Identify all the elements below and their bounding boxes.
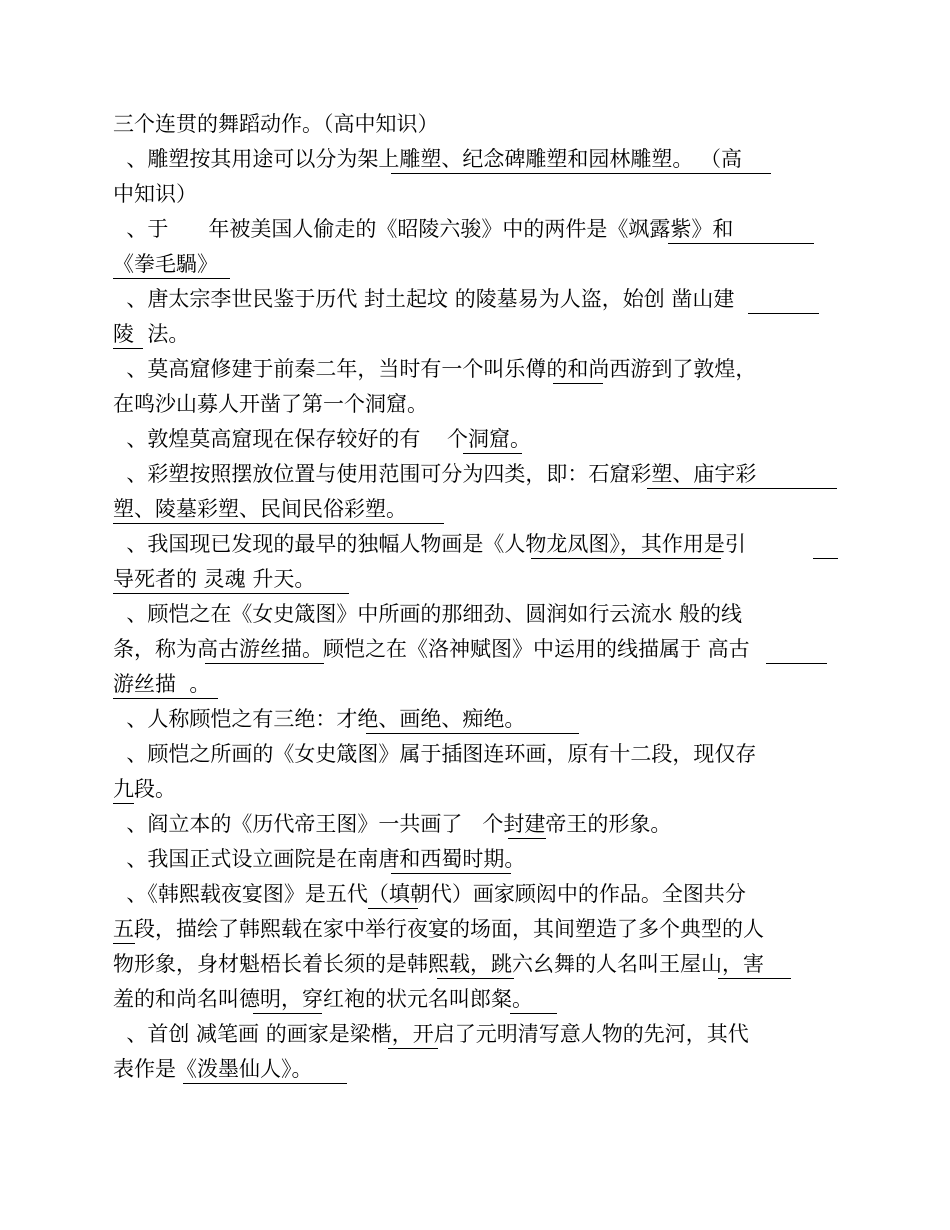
answer-underline [368,908,418,909]
text-line: 塑、陵墓彩塑、民间民俗彩塑。 [113,497,407,521]
answer-underline [766,663,827,664]
answer-underline [508,838,546,839]
text-line: 在鸣沙山募人开凿了第一个洞窟。 [113,392,428,416]
text-line: 物形象，身材魁梧长着长须的是韩熙载，跳六幺舞的人名叫王屋山，害 [113,952,764,976]
text-line: 五段，描绘了韩熙载在家中举行夜宴的场面，其间塑造了多个典型的人 [113,917,764,941]
text-line: 、我国现已发现的最早的独幅人物画是《人物龙凤图》，其作用是引 [113,532,746,556]
text-line: 表作是《泼墨仙人》。 [113,1057,313,1081]
text-line: 、彩塑按照摆放位置与使用范围可分为四类，即：石窟彩塑、庙宇彩 [113,462,757,486]
text-line: 、于 年被美国人偷走的《昭陵六骏》中的两件是《飒露紫》和 [113,217,734,241]
answer-underline [391,873,511,874]
text-line: 、雕塑按其用途可以分为架上雕塑、纪念碑雕塑和园林雕塑。 （高 [113,147,743,171]
text-line: 中知识） [113,182,197,206]
answer-underline [113,523,444,524]
text-line: 、我国正式设立画院是在南唐和西蜀时期。 [113,847,526,871]
answer-underline [113,698,218,699]
text-line: 、莫高窟修建于前秦二年，当时有一个叫乐僔的和尚西游到了敦煌， [113,357,757,381]
answer-underline [463,453,522,454]
answer-underline [748,313,819,314]
text-line: 、首创 减笔画 的画家是梁楷，开启了元明清写意人物的先河，其代 [113,1022,749,1046]
text-line: 《拳毛騧》 [113,252,218,276]
answer-underline [113,943,135,944]
answer-underline [813,558,838,559]
answer-underline [437,978,514,979]
answer-underline [531,558,721,559]
answer-underline [253,1013,322,1014]
text-line: 、阎立本的《历代帝王图》一共画了 个封建帝王的形象。 [113,812,672,836]
text-line: 、唐太宗李世民鉴于历代 封土起坟 的陵墓易为人盗，始创 凿山建 [113,287,735,311]
answer-underline [647,488,837,489]
answer-underline [205,663,324,664]
answer-underline [388,1048,438,1049]
answer-underline [113,278,230,279]
answer-underline [391,173,771,174]
answer-underline [718,978,791,979]
text-line: 条，称为高古游丝描。顾恺之在《洛神赋图》中运用的线描属于 高古 [113,637,750,661]
text-line: 九段。 [113,777,176,801]
text-line: 、顾恺之所画的《女史箴图》属于插图连环画，原有十二段，现仅存 [113,742,757,766]
answer-underline [113,593,349,594]
answer-underline [510,1013,557,1014]
answer-underline [113,348,143,349]
text-line: 游丝描 。 [113,672,211,696]
answer-underline [553,383,603,384]
text-line: 、顾恺之在《女史箴图》中所画的那细劲、圆润如行云流水 般的线 [113,602,743,626]
text-line: 、人称顾恺之有三绝：才绝、画绝、痴绝。 [113,707,526,731]
answer-underline [366,733,579,734]
text-line: 、《韩熙载夜宴图》是五代（填朝代）画家顾闳中的作品。全图共分 [113,882,746,906]
answer-underline [113,803,134,804]
text-line: 三个连贯的舞蹈动作。（高中知识） [113,112,439,136]
text-line: 导死者的 灵魂 升天。 [113,567,316,591]
answer-underline [668,243,814,244]
text-line: 陵 法。 [113,322,190,346]
answer-underline [183,1083,347,1084]
text-line: 羞的和尚名叫德明，穿红袍的状元名叫郎粲。 [113,987,533,1011]
text-line: 、敦煌莫高窟现在保存较好的有 个洞窟。 [113,427,532,451]
